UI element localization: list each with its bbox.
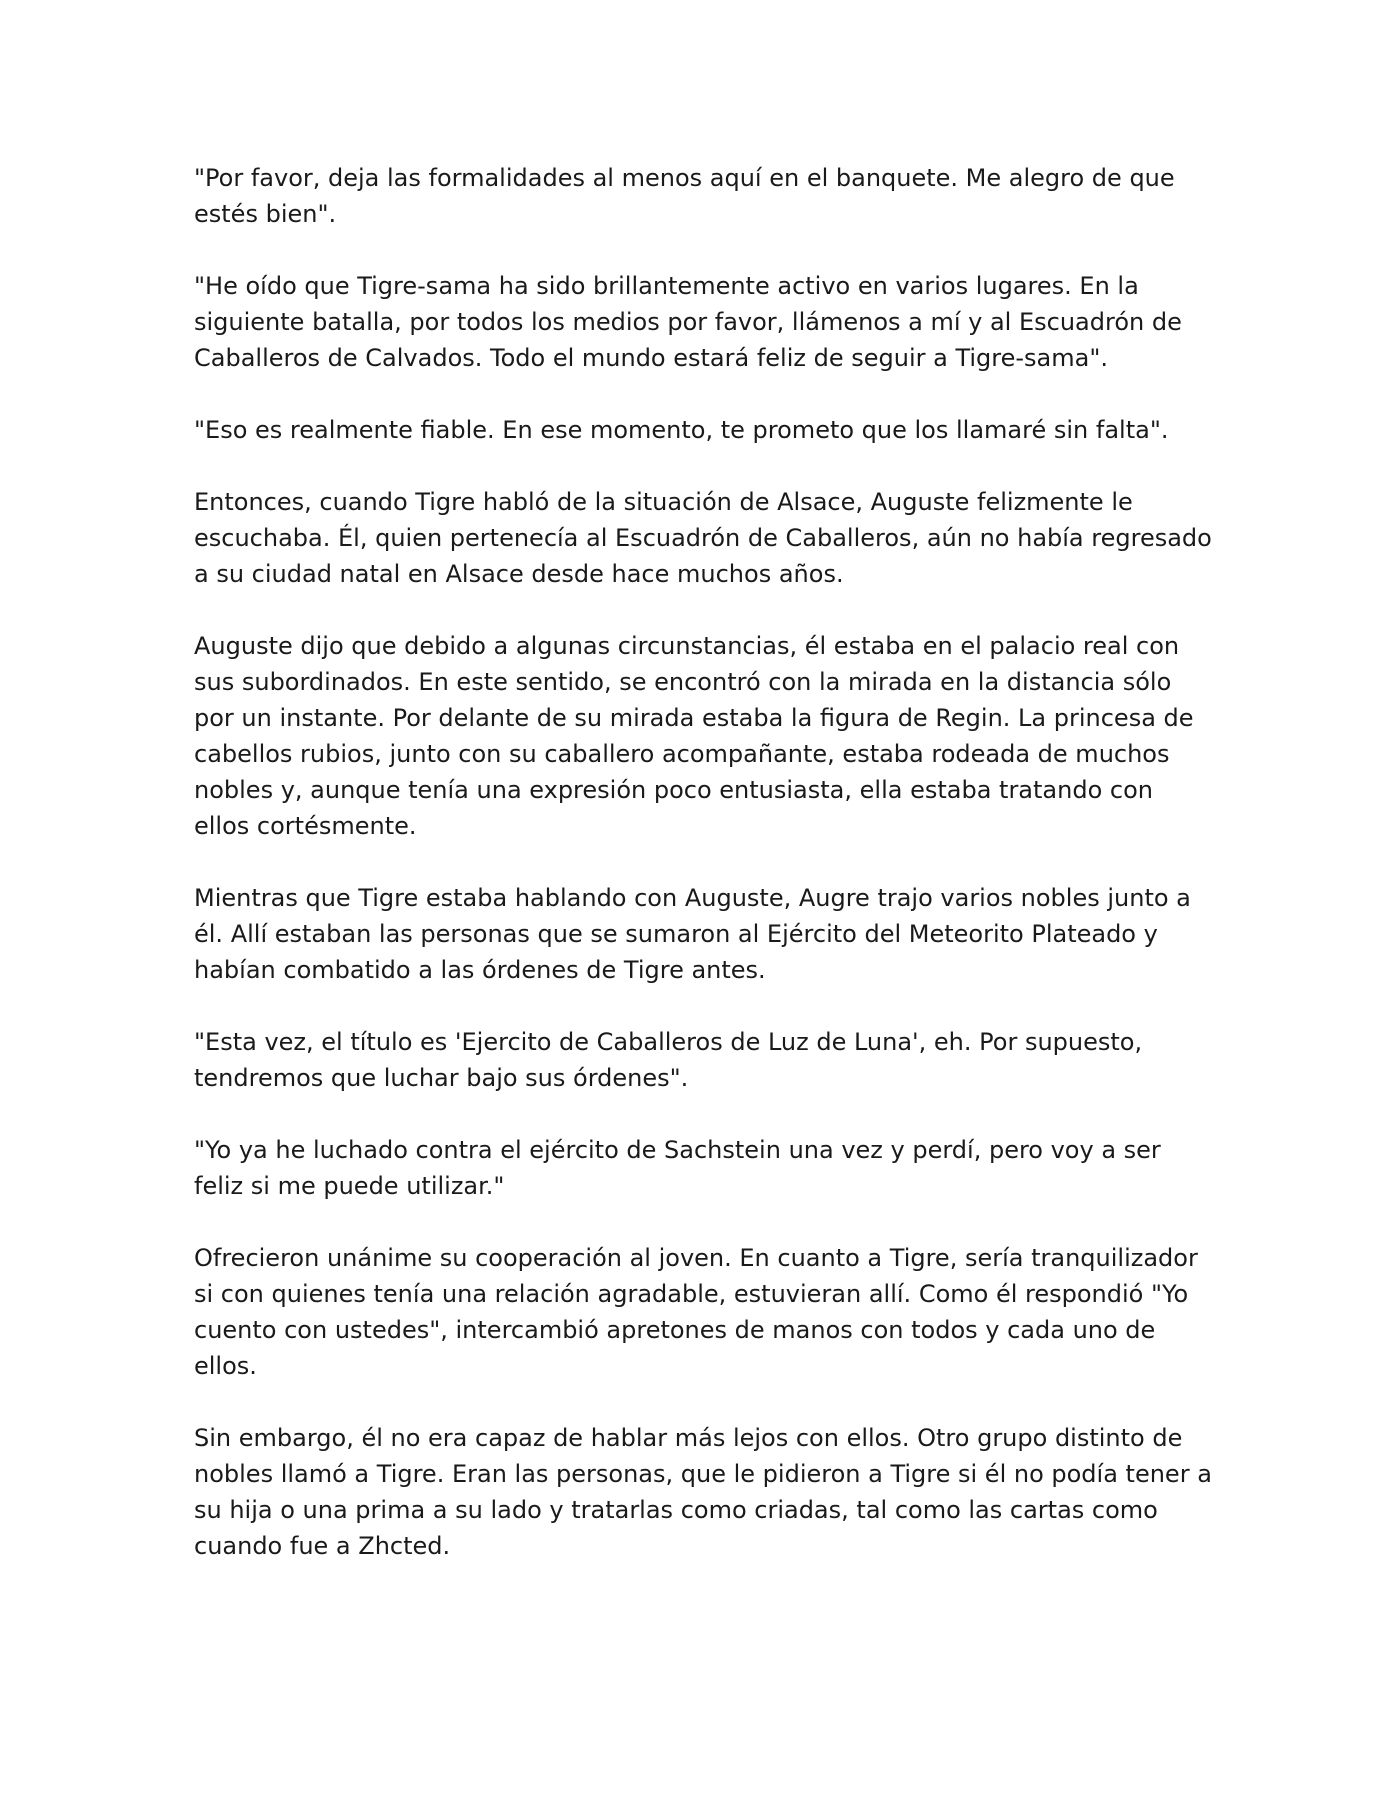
- paragraph-2: "He oído que Tigre-sama ha sido brillantemente activo en varios lugares. En la siguiente batalla, por todos los medios por favor, llámenos a mí y al Escuadrón de Caballeros de Calvados. Todo el mundo estará feliz de seguir a Tigre-sama".: [194, 272, 1182, 372]
- paragraph-9: Ofrecieron unánime su cooperación al joven. En cuanto a Tigre, sería tranquilizador si con quienes tenía una relación agradable, estuvieran allí. Como él respondió "Yo cuento con ustedes", intercambió apretones de manos con todos y cada uno de ellos.: [194, 1244, 1198, 1380]
- paragraph-6: Mientras que Tigre estaba hablando con Auguste, Augre trajo varios nobles junto a él. Allí estaban las personas que se sumaron al Ejército del Meteorito Plateado y habían combatido a las órdenes de Tigre antes.: [194, 884, 1191, 984]
- document-body: [194, 160, 1214, 1600]
- paragraph-8: "Yo ya he luchado contra el ejército de Sachstein una vez y perdí, pero voy a ser feliz si me puede utilizar.": [194, 1136, 1161, 1200]
- paragraph-1: "Por favor, deja las formalidades al menos aquí en el banquete. Me alegro de que estés bien".: [194, 164, 1175, 228]
- paragraph-7: "Esta vez, el título es 'Ejercito de Caballeros de Luz de Luna', eh. Por supuesto, tendremos que luchar bajo sus órdenes".: [194, 1028, 1143, 1092]
- paragraph-3: "Eso es realmente fiable. En ese momento, te prometo que los llamaré sin falta".: [194, 416, 1169, 444]
- paragraph-4: Entonces, cuando Tigre habló de la situación de Alsace, Auguste felizmente le escuchaba. Él, quien pertenecía al Escuadrón de Caballeros, aún no había regresado a su ciudad natal en Alsace desde hace muchos años.: [194, 488, 1212, 588]
- paragraph-10: Sin embargo, él no era capaz de hablar más lejos con ellos. Otro grupo distinto de nobles llamó a Tigre. Eran las personas, que le pidieron a Tigre si él no podía tener a su hija o una prima a su lado y tratarlas como criadas, tal como las cartas como cuando fue a Zhcted.: [194, 1424, 1212, 1560]
- paragraph-5: Auguste dijo que debido a algunas circunstancias, él estaba en el palacio real con sus subordinados. En este sentido, se encontró con la mirada en la distancia sólo por un instante. Por delante de su mirada estaba la figura de Regin. La princesa de cabellos rubios, junto con su caballero acompañante, estaba rodeada de muchos nobles y, aunque tenía una expresión poco entusiasta, ella estaba tratando con ellos cortésmente.: [194, 632, 1194, 840]
